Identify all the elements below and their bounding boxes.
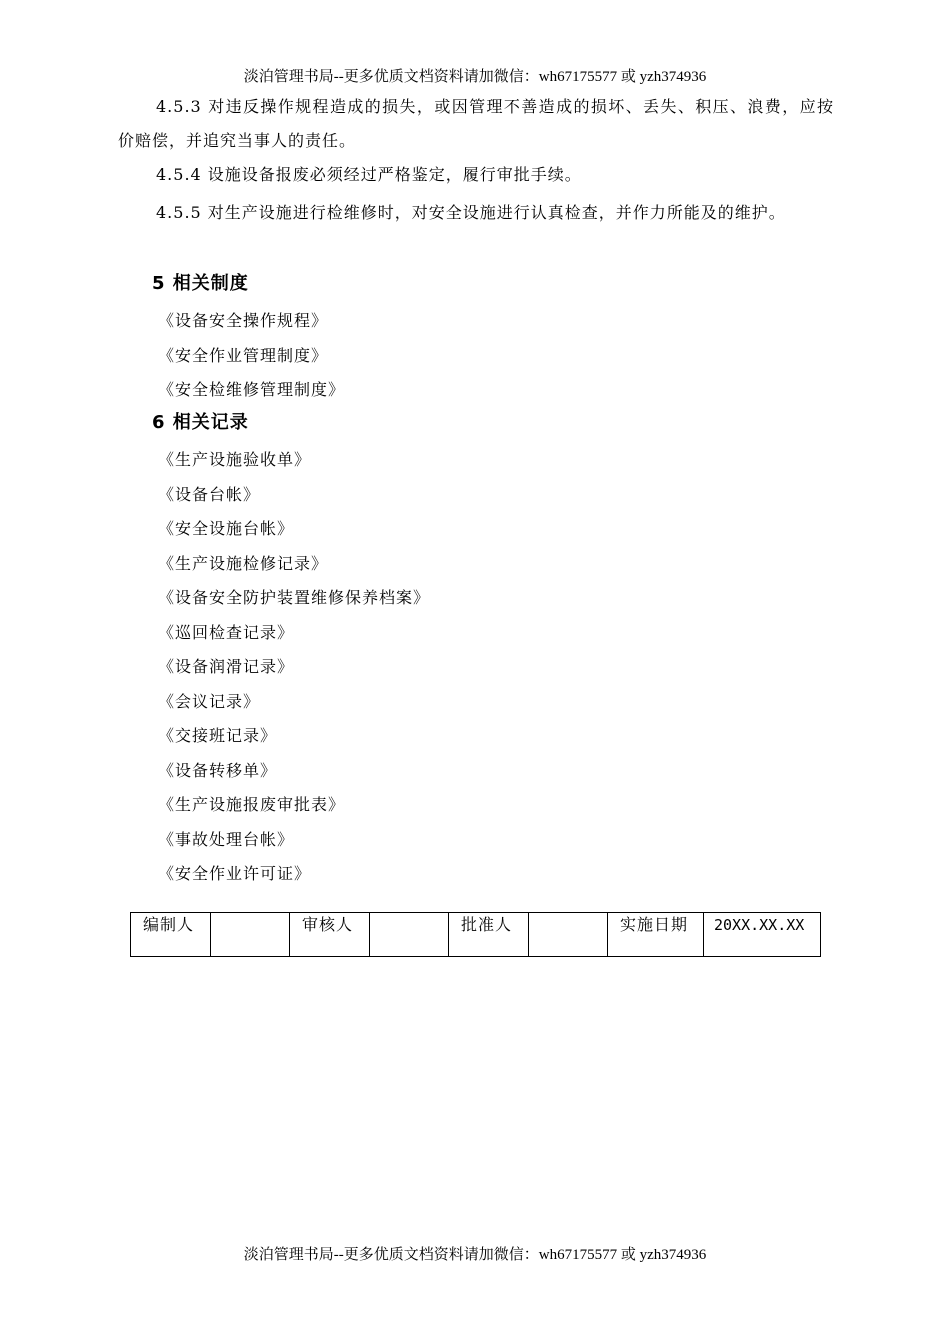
list-item: 《事故处理台帐》	[158, 829, 295, 849]
related-records-list	[158, 448, 430, 897]
list-item: 《生产设施报废审批表》	[158, 795, 346, 814]
approved-by-label: 批准人	[449, 913, 529, 957]
list-item: 《生产设施检修记录》	[158, 553, 329, 573]
page-header: 淡泊管理书局--更多优质文档资料请加微信：wh67175577 或 yzh374936	[243, 69, 707, 85]
clause-4-5-3: 4.5.3 对违反操作规程造成的损失，或因管理不善造成的损坏、丢失、积压、浪费，应按价赔偿，并追究当事人的责任。	[118, 97, 834, 150]
section-heading-related-regulations: 5 相关制度	[152, 273, 249, 294]
list-item: 《会议记录》	[158, 691, 261, 711]
list-item: 《设备润滑记录》	[158, 657, 295, 676]
reviewed-by-label: 审核人	[290, 913, 370, 957]
table-row	[131, 913, 821, 957]
list-item: 《设备安全操作规程》	[158, 311, 329, 330]
page-footer: 淡泊管理书局--更多优质文档资料请加微信：wh67175577 或 yzh374936	[243, 1247, 707, 1263]
section-heading-related-records: 6 相关记录	[152, 412, 249, 433]
signoff-table	[130, 912, 821, 957]
list-item: 《设备台帐》	[158, 484, 261, 504]
prepared-by-label: 编制人	[131, 913, 211, 957]
list-item: 《安全作业许可证》	[158, 864, 312, 883]
effective-date-value: 20XX.XX.XX	[704, 913, 821, 957]
reviewed-by-value	[370, 913, 449, 957]
related-regulations-list	[158, 309, 345, 413]
clause-4-5-5: 4.5.5 对生产设施进行检维修时，对安全设施进行认真检查，并作力所能及的维护。	[156, 203, 786, 222]
list-item: 《设备安全防护装置维修保养档案》	[158, 588, 431, 607]
list-item: 《安全检维修管理制度》	[158, 380, 346, 399]
effective-date-label: 实施日期	[608, 913, 704, 957]
list-item: 《安全作业管理制度》	[158, 345, 329, 365]
list-item: 《安全设施台帐》	[158, 519, 295, 538]
list-item: 《交接班记录》	[158, 726, 278, 745]
list-item: 《巡回检查记录》	[158, 622, 295, 642]
list-item: 《设备转移单》	[158, 760, 278, 780]
approved-by-value	[529, 913, 608, 957]
list-item: 《生产设施验收单》	[158, 450, 312, 469]
clause-4-5-4: 4.5.4 设施设备报废必须经过严格鉴定，履行审批手续。	[156, 165, 582, 184]
prepared-by-value	[211, 913, 290, 957]
